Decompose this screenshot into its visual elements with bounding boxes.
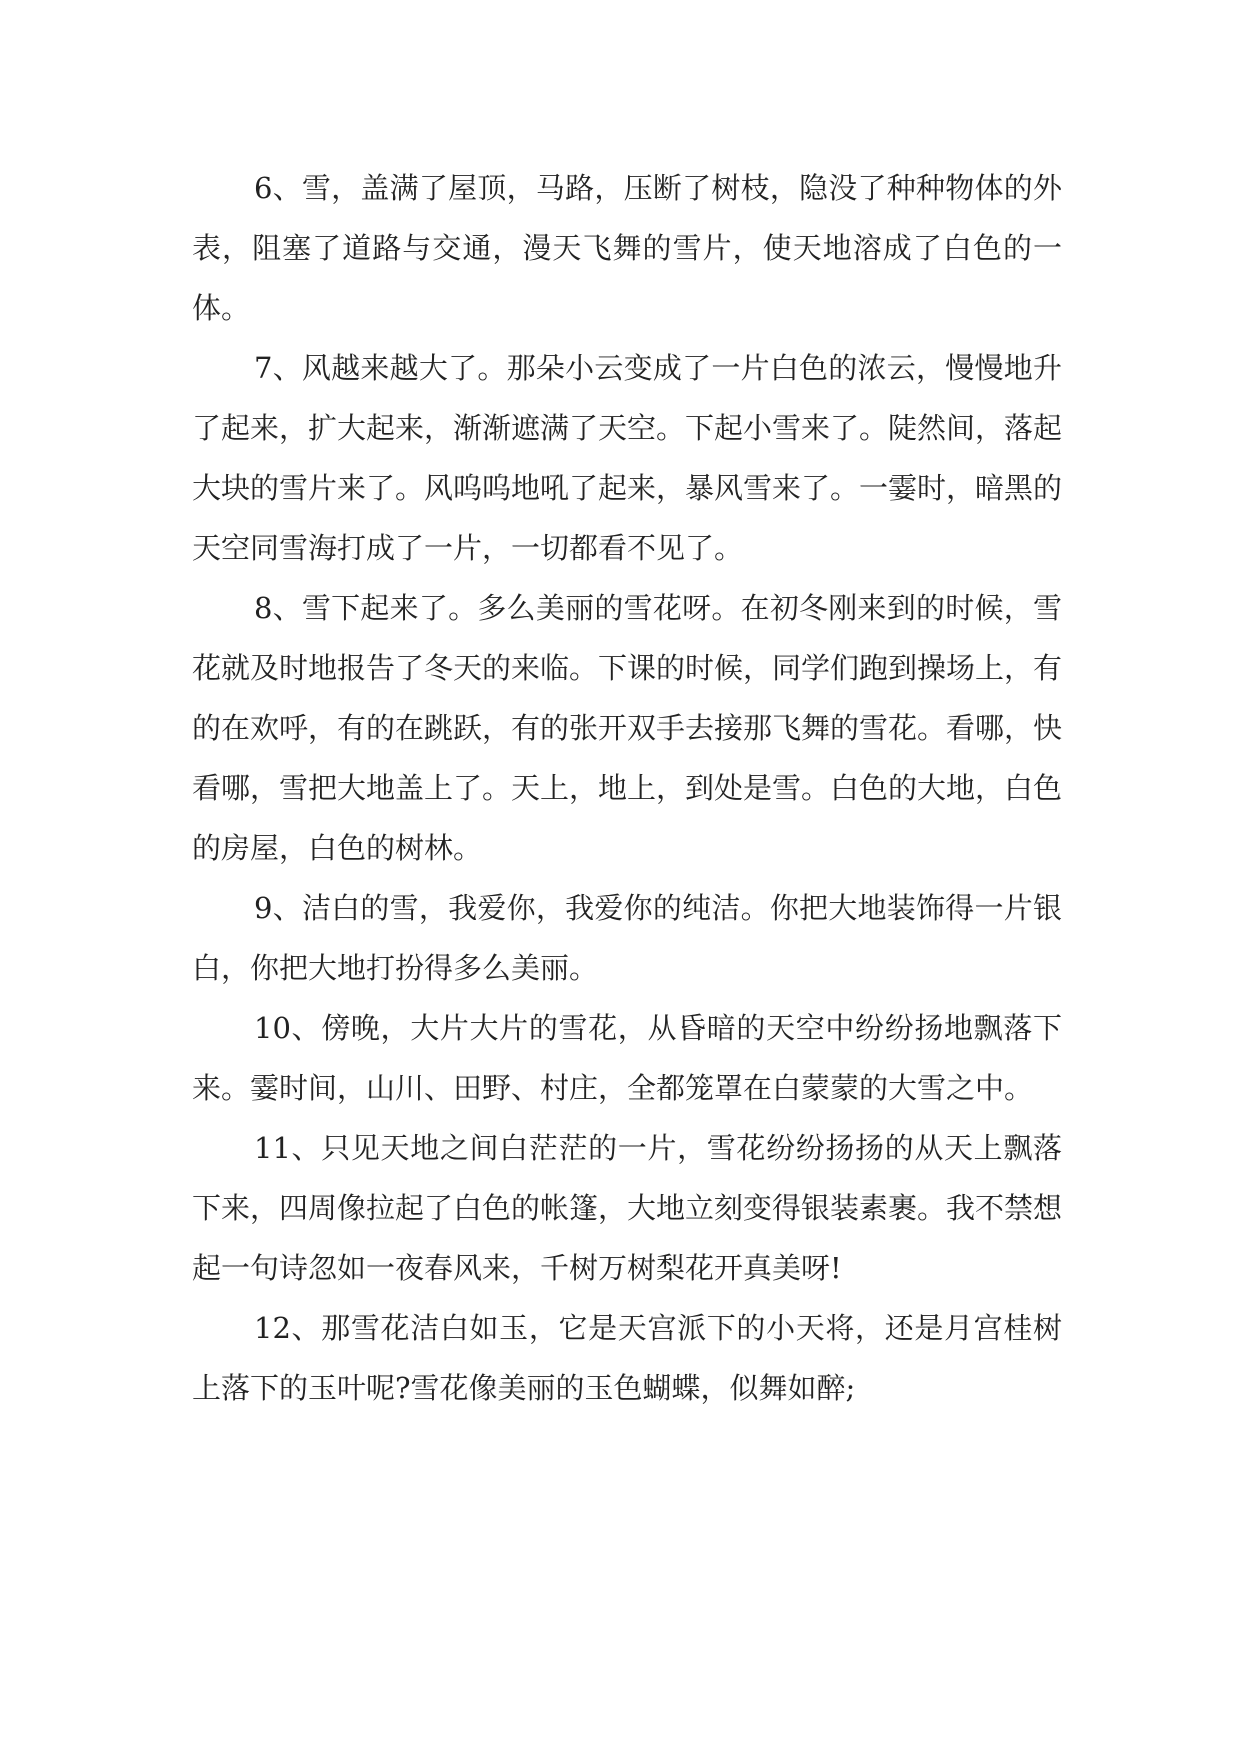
paragraph-10: 10、傍晚，大片大片的雪花，从昏暗的天空中纷纷扬地飘落下来。霎时间，山川、田野、村庄，全都笼罩在白蒙蒙的大雪之中。 [192,1011,1062,1105]
paragraph-9: 9、洁白的雪，我爱你，我爱你的纯洁。你把大地装饰得一片银白，你把大地打扮得多么美丽。 [192,891,1062,985]
paragraph-11: 11、只见天地之间白茫茫的一片，雪花纷纷扬扬的从天上飘落下来，四周像拉起了白色的帐篷，大地立刻变得银装素裹。我不禁想起一句诗忽如一夜春风来，千树万树梨花开真美呀! [192,1131,1063,1285]
paragraph-12: 12、那雪花洁白如玉，它是天宫派下的小天将，还是月宫桂树上落下的玉叶呢?雪花像美丽的玉色蝴蝶，似舞如醉; [192,1311,1062,1405]
paragraph-6: 6、雪，盖满了屋顶，马路，压断了树枝，隐没了种种物体的外表，阻塞了道路与交通，漫天飞舞的雪片，使天地溶成了白色的一体。 [192,171,1062,325]
paragraph-7: 7、风越来越大了。那朵小云变成了一片白色的浓云，慢慢地升了起来，扩大起来，渐渐遮满了天空。下起小雪来了。陡然间，落起大块的雪片来了。风呜呜地吼了起来，暴风雪来了。一霎时，暗黑的天空同雪海打成了一片，一切都看不见了。 [192,351,1063,565]
paragraph-8: 8、雪下起来了。多么美丽的雪花呀。在初冬刚来到的时候，雪花就及时地报告了冬天的来临。下课的时候，同学们跑到操场上，有的在欢呼，有的在跳跃，有的张开双手去接那飞舞的雪花。看哪，快看哪，雪把大地盖上了。天上，地上，到处是雪。白色的大地，白色的房屋，白色的树林。 [192,591,1063,865]
document-body [192,158,1062,1418]
